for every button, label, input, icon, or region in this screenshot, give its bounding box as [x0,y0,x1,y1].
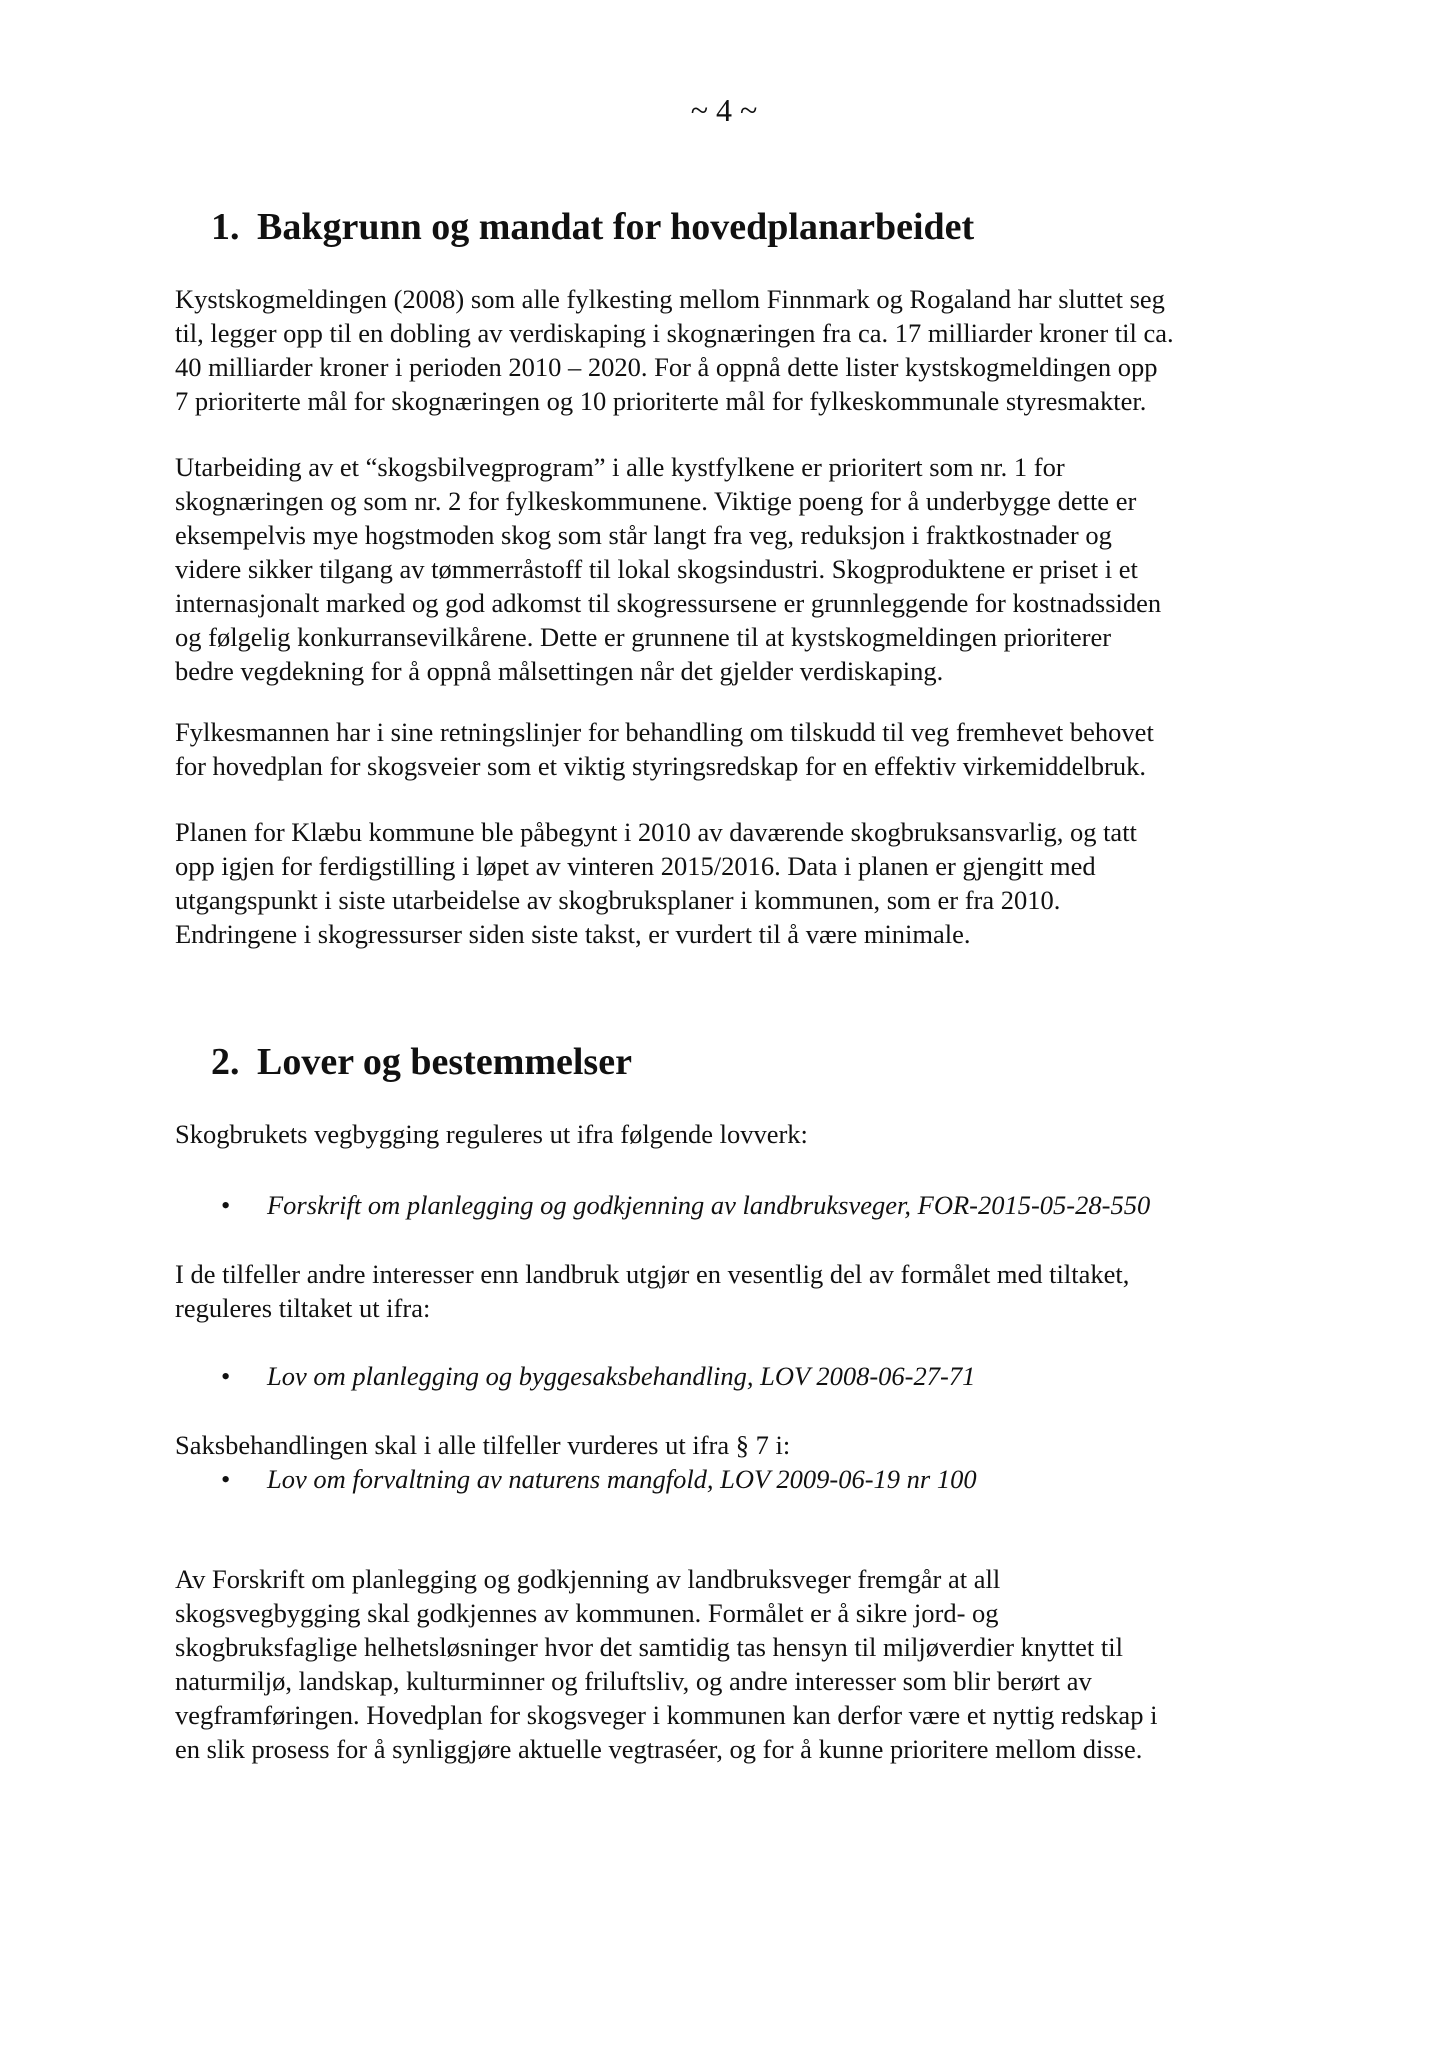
text-line: skognæringen og som nr. 2 for fylkeskommunene. Viktige poeng for å underbygge dette er [175,486,1137,516]
section-2-intro [175,1117,1295,1151]
section-1-paragraph-1 [175,282,1295,418]
bullet-icon: • [221,1464,231,1494]
text-line: 40 milliarder kroner i perioden 2010 – 2020. For å oppnå dette lister kystskogmeldingen opp [175,352,1158,382]
section-2-paragraph-3 [175,1428,1295,1462]
text-line: Fylkesmannen har i sine retningslinjer for behandling om tilskudd til veg fremhevet behovet [175,717,1154,747]
section-1-paragraph-3 [175,715,1295,783]
law-list-item [221,1188,1150,1222]
section-2-heading [211,1040,632,1084]
text-line: Saksbehandlingen skal i alle tilfeller vurderes ut ifra § 7 i: [175,1430,791,1460]
text-line: eksempelvis mye hogstmoden skog som står langt fra veg, reduksjon i fraktkostnader og [175,520,1112,550]
text-line: internasjonalt marked og god adkomst til skogressursene er grunnleggende for kostnadssiden [175,588,1162,618]
text-line: Utarbeiding av et “skogsbilvegprogram” i alle kystfylkene er prioritert som nr. 1 for [175,452,1065,482]
text-line: vegframføringen. Hovedplan for skogsveger i kommunen kan derfor være et nyttig redskap i [175,1700,1158,1730]
law-reference: Forskrift om planlegging og godkjenning av landbruksveger, FOR-2015-05-28-550 [267,1190,1151,1220]
text-line: skogbruksfaglige helhetsløsninger hvor det samtidig tas hensyn til miljøverdier knyttet til [175,1632,1123,1662]
text-line: reguleres tiltaket ut ifra: [175,1293,431,1323]
section-1-title: Bakgrunn og mandat for hovedplanarbeidet [257,206,975,248]
text-line: skogsvegbygging skal godkjennes av kommunen. Formålet er å sikre jord- og [175,1598,999,1628]
section-2-paragraph-4 [175,1562,1295,1766]
section-1-paragraph-2 [175,450,1295,688]
text-line: Skogbrukets vegbygging reguleres ut ifra følgende lovverk: [175,1119,808,1149]
section-1-number: 1. [211,206,240,248]
section-1-paragraph-4 [175,815,1295,951]
page-number: ~ 4 ~ [690,92,758,128]
law-reference: Lov om planlegging og byggesaksbehandling, LOV 2008-06-27-71 [267,1361,976,1391]
text-line: Kystskogmeldingen (2008) som alle fylkesting mellom Finnmark og Rogaland har sluttet seg [175,284,1165,314]
section-2-paragraph-2 [175,1257,1295,1325]
text-line: til, legger opp til en dobling av verdiskaping i skognæringen fra ca. 17 milliarder kroner til ca. [175,318,1174,348]
text-line: utgangspunkt i siste utarbeidelse av skogbruksplaner i kommunen, som er fra 2010. [175,885,1061,915]
text-line: opp igjen for ferdigstilling i løpet av vinteren 2015/2016. Data i planen er gjengitt med [175,851,1096,881]
bullet-icon: • [221,1190,231,1220]
bullet-icon: • [221,1361,231,1391]
text-line: Endringene i skogressurser siden siste takst, er vurdert til å være minimale. [175,919,971,949]
law-list-item [221,1462,977,1496]
text-line: en slik prosess for å synliggjøre aktuelle vegtraséer, og for å kunne prioritere mellom disse. [175,1734,1143,1764]
text-line: 7 prioriterte mål for skognæringen og 10 prioriterte mål for fylkeskommunale styresmakter. [175,386,1147,416]
text-line: I de tilfeller andre interesser enn landbruk utgjør en vesentlig del av formålet med tiltaket, [175,1259,1130,1289]
text-line: og følgelig konkurransevilkårene. Dette er grunnene til at kystskogmeldingen prioriterer [175,622,1112,652]
text-line: Av Forskrift om planlegging og godkjenning av landbruksveger fremgår at all [175,1564,1001,1594]
section-2-number: 2. [211,1041,240,1083]
section-1-heading [211,205,974,249]
text-line: bedre vegdekning for å oppnå målsettingen når det gjelder verdiskaping. [175,656,944,686]
section-2-title: Lover og bestemmelser [257,1041,632,1083]
text-line: for hovedplan for skogsveier som et viktig styringsredskap for en effektiv virkemiddelbruk. [175,751,1146,781]
text-line: Planen for Klæbu kommune ble påbegynt i 2010 av daværende skogbruksansvarlig, og tatt [175,817,1137,847]
text-line: videre sikker tilgang av tømmerråstoff til lokal skogsindustri. Skogproduktene er priset i et [175,554,1138,584]
law-list-item [221,1359,975,1393]
text-line: naturmiljø, landskap, kulturminner og friluftsliv, og andre interesser som blir berørt av [175,1666,1092,1696]
law-reference: Lov om forvaltning av naturens mangfold, LOV 2009-06-19 nr 100 [267,1464,977,1494]
